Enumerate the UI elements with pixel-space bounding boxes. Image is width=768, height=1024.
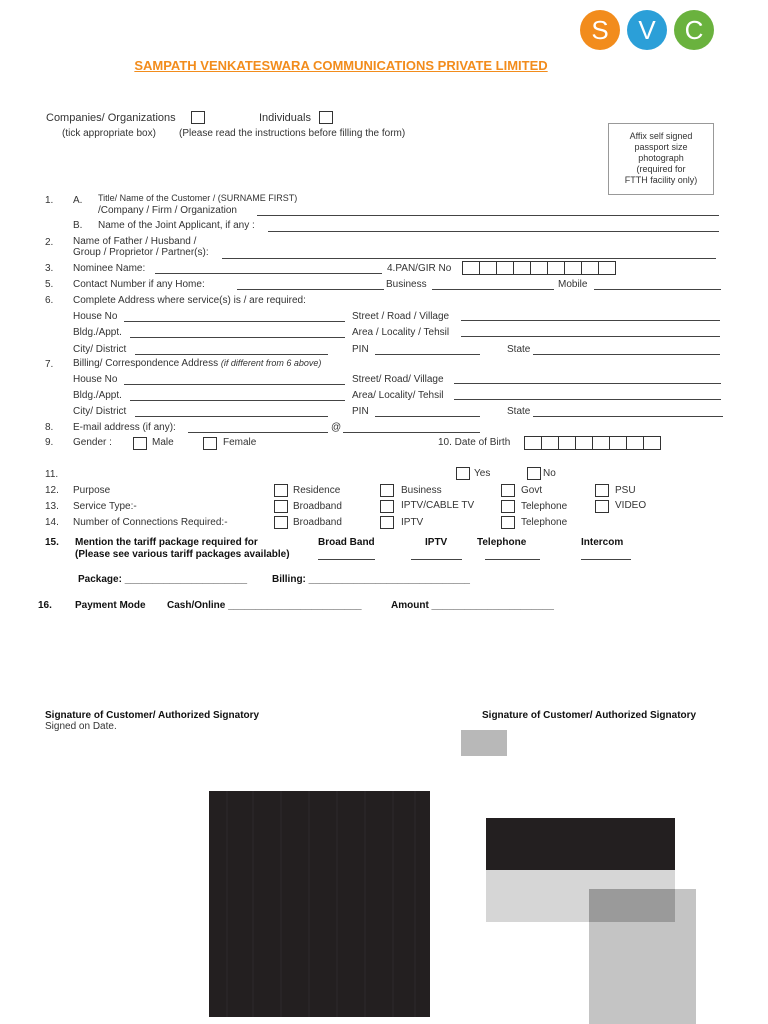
photo-text-4: (required for — [636, 164, 686, 174]
telephone-connections-checkbox[interactable] — [501, 516, 515, 529]
row-11-number: 11. — [45, 469, 59, 480]
residence-label: Residence — [293, 485, 341, 496]
govt-checkbox[interactable] — [501, 484, 515, 497]
state-field[interactable] — [533, 354, 720, 355]
row-14-number: 14. — [45, 517, 59, 528]
amount-field[interactable]: Amount ______________________ — [391, 600, 554, 611]
connections-label: Number of Connections Required:- — [73, 517, 228, 528]
row-12-number: 12. — [45, 485, 59, 496]
mobile-field[interactable] — [594, 289, 721, 290]
telephone-connections-label: Telephone — [521, 517, 568, 528]
telephone-tariff-field[interactable] — [485, 559, 540, 560]
iptv-connections-checkbox[interactable] — [380, 516, 394, 529]
photo-text-1: Affix self signed — [629, 131, 693, 141]
email-at-sign: @ — [331, 422, 342, 433]
city-2-label: City/ District — [73, 406, 127, 417]
companies-label: Companies/ Organizations — [46, 112, 176, 124]
broadband-service-label: Broadband — [293, 501, 342, 512]
street-2-field[interactable] — [454, 383, 721, 384]
govt-label: Govt — [521, 485, 543, 496]
city-label: City/ District — [73, 344, 127, 355]
broadband-connections-label: Broadband — [293, 517, 342, 528]
broadband-tariff-header: Broad Band — [318, 537, 375, 548]
house-no-label: House No — [73, 311, 118, 322]
row-3-number: 3. — [45, 263, 54, 274]
signature-left-label: Signature of Customer/ Authorized Signatory — [45, 710, 260, 721]
house-no-2-field[interactable] — [124, 384, 345, 385]
contact-home-label: Contact Number if any Home: — [73, 279, 205, 290]
dark-small-block — [486, 818, 675, 870]
street-label: Street / Road / Village — [352, 311, 450, 322]
business-label: Business — [401, 485, 442, 496]
customer-name-field[interactable] — [257, 215, 719, 216]
billing-address-label — [73, 358, 321, 369]
signed-on-date-label: Signed on Date. — [45, 721, 117, 732]
logo-letter-s: S — [580, 10, 620, 50]
signature-right-label: Signature of Customer/ Authorized Signatory — [482, 710, 697, 721]
home-phone-field[interactable] — [237, 289, 384, 290]
city-field[interactable] — [135, 354, 328, 355]
row-13-number: 13. — [45, 501, 59, 512]
dark-image-block — [209, 791, 430, 1017]
joint-applicant-label: Name of the Joint Applicant, if any : — [98, 220, 255, 231]
row-15-number: 15. — [45, 537, 59, 548]
yes-checkbox[interactable] — [456, 467, 470, 480]
father-name-label: Name of Father / Husband / — [73, 236, 197, 247]
row-7-number: 7. — [45, 359, 54, 370]
row-1b-letter: B. — [73, 220, 83, 231]
pan-field[interactable] — [463, 261, 616, 275]
male-label: Male — [152, 437, 174, 448]
iptv-tariff-header: IPTV — [425, 537, 448, 548]
logo-letter-v: V — [627, 10, 667, 50]
email-user-field[interactable] — [188, 432, 328, 433]
bldg-2-label: Bldg./Appt. — [73, 390, 122, 401]
bldg-2-field[interactable] — [130, 400, 345, 401]
state-label: State — [507, 344, 531, 355]
intercom-tariff-header: Intercom — [581, 537, 624, 548]
row-8-number: 8. — [45, 422, 54, 433]
bldg-field[interactable] — [130, 337, 345, 338]
no-checkbox[interactable] — [527, 467, 541, 480]
state-2-label: State — [507, 406, 531, 417]
bldg-label: Bldg./Appt. — [73, 327, 122, 338]
street-field[interactable] — [461, 320, 720, 321]
nominee-field[interactable] — [155, 273, 382, 274]
area-field[interactable] — [461, 336, 720, 337]
individuals-checkbox[interactable] — [319, 111, 333, 124]
nominee-label: Nominee Name: — [73, 263, 146, 274]
area-2-label: Area/ Locality/ Tehsil — [352, 390, 444, 401]
pin-2-field[interactable] — [375, 416, 480, 417]
business-phone-field[interactable] — [432, 289, 554, 290]
iptv-cable-label: IPTV/CABLE TV — [401, 500, 475, 511]
pin-field[interactable] — [375, 354, 480, 355]
broadband-tariff-field[interactable] — [318, 559, 375, 560]
intercom-tariff-field[interactable] — [581, 559, 631, 560]
billing-address-text: Billing/ Correspondence Address — [73, 358, 221, 369]
instructions-note: (Please read the instructions before filling the form) — [179, 128, 406, 139]
area-label: Area / Locality / Tehsil — [352, 327, 450, 338]
row-5-number: 5. — [45, 279, 54, 290]
broadband-connections-checkbox[interactable] — [274, 516, 288, 529]
female-checkbox[interactable] — [203, 437, 217, 450]
dark-block-stripes — [209, 791, 430, 1017]
iptv-cable-checkbox[interactable] — [380, 500, 394, 513]
individuals-label: Individuals — [259, 112, 311, 124]
grey-stamp-block — [461, 730, 507, 756]
group-label: Group / Proprietor / Partner(s): — [73, 247, 209, 258]
dob-label: 10. Date of Birth — [438, 437, 511, 448]
state-2-field[interactable] — [533, 416, 723, 417]
telephone-service-checkbox[interactable] — [501, 500, 515, 513]
psu-checkbox[interactable] — [595, 484, 609, 497]
telephone-service-label: Telephone — [521, 501, 568, 512]
service-address-label: Complete Address where service(s) is / are required: — [73, 295, 306, 306]
dob-field[interactable] — [525, 436, 661, 450]
photo-text-3: photograph — [638, 153, 684, 163]
email-label: E-mail address (if any): — [73, 422, 176, 433]
purpose-label: Purpose — [73, 485, 111, 496]
video-checkbox[interactable] — [595, 500, 609, 513]
cash-online-field[interactable]: Cash/Online ________________________ — [167, 600, 362, 611]
photo-box — [608, 123, 714, 195]
business-phone-label: Business — [386, 279, 427, 290]
pin-label: PIN — [352, 344, 369, 355]
email-domain-field[interactable] — [343, 432, 480, 433]
father-name-field[interactable] — [222, 258, 716, 259]
house-no-field[interactable] — [124, 321, 345, 322]
companies-checkbox[interactable] — [191, 111, 205, 124]
street-2-label: Street/ Road/ Village — [352, 374, 444, 385]
package-field[interactable]: Package: ______________________ — [78, 574, 248, 585]
overlap-grey-block — [589, 889, 675, 922]
joint-applicant-field[interactable] — [268, 231, 719, 232]
tariff-note: (Please see various tariff packages available) — [75, 549, 290, 560]
row-16-number: 16. — [38, 600, 52, 611]
row-1a-letter: A. — [73, 195, 83, 206]
yes-label: Yes — [474, 468, 491, 479]
photo-text-2: passport size — [634, 142, 688, 152]
tick-note: (tick appropriate box) — [62, 128, 156, 139]
row-9-number: 9. — [45, 437, 54, 448]
broadband-service-checkbox[interactable] — [274, 500, 288, 513]
business-checkbox[interactable] — [380, 484, 394, 497]
logo-letter-c: C — [674, 10, 714, 50]
service-type-label: Service Type:- — [73, 501, 137, 512]
iptv-tariff-field[interactable] — [411, 559, 462, 560]
pan-label: 4.PAN/GIR No — [387, 263, 452, 274]
billing-field[interactable]: Billing: _____________________________ — [272, 574, 470, 585]
telephone-tariff-header: Telephone — [477, 537, 527, 548]
row-6-number: 6. — [45, 295, 54, 306]
billing-address-note: (if different from 6 above) — [220, 358, 322, 368]
psu-label: PSU — [615, 485, 636, 496]
video-label: VIDEO — [615, 500, 647, 511]
row-2-number: 2. — [45, 237, 54, 248]
row-1-number: 1. — [45, 195, 54, 206]
customer-name-label: Title/ Name of the Customer / (SURNAME FIRST) — [98, 193, 298, 203]
house-no-2-label: House No — [73, 374, 118, 385]
mobile-label: Mobile — [558, 279, 588, 290]
tariff-label: Mention the tariff package required for — [75, 537, 258, 548]
area-2-field[interactable] — [454, 399, 721, 400]
female-label: Female — [223, 437, 257, 448]
payment-mode-label: Payment Mode — [75, 600, 146, 611]
male-checkbox[interactable] — [133, 437, 147, 450]
company-label: /Company / Firm / Organization — [98, 205, 237, 216]
gender-label: Gender : — [73, 437, 112, 448]
city-2-field[interactable] — [135, 416, 328, 417]
pin-2-label: PIN — [352, 406, 369, 417]
company-name: SAMPATH VENKATESWARA COMMUNICATIONS PRIVATE LIMITED — [134, 58, 548, 73]
no-label: No — [543, 468, 556, 479]
residence-checkbox[interactable] — [274, 484, 288, 497]
photo-text-5: FTTH facility only) — [624, 175, 698, 185]
iptv-connections-label: IPTV — [401, 517, 424, 528]
